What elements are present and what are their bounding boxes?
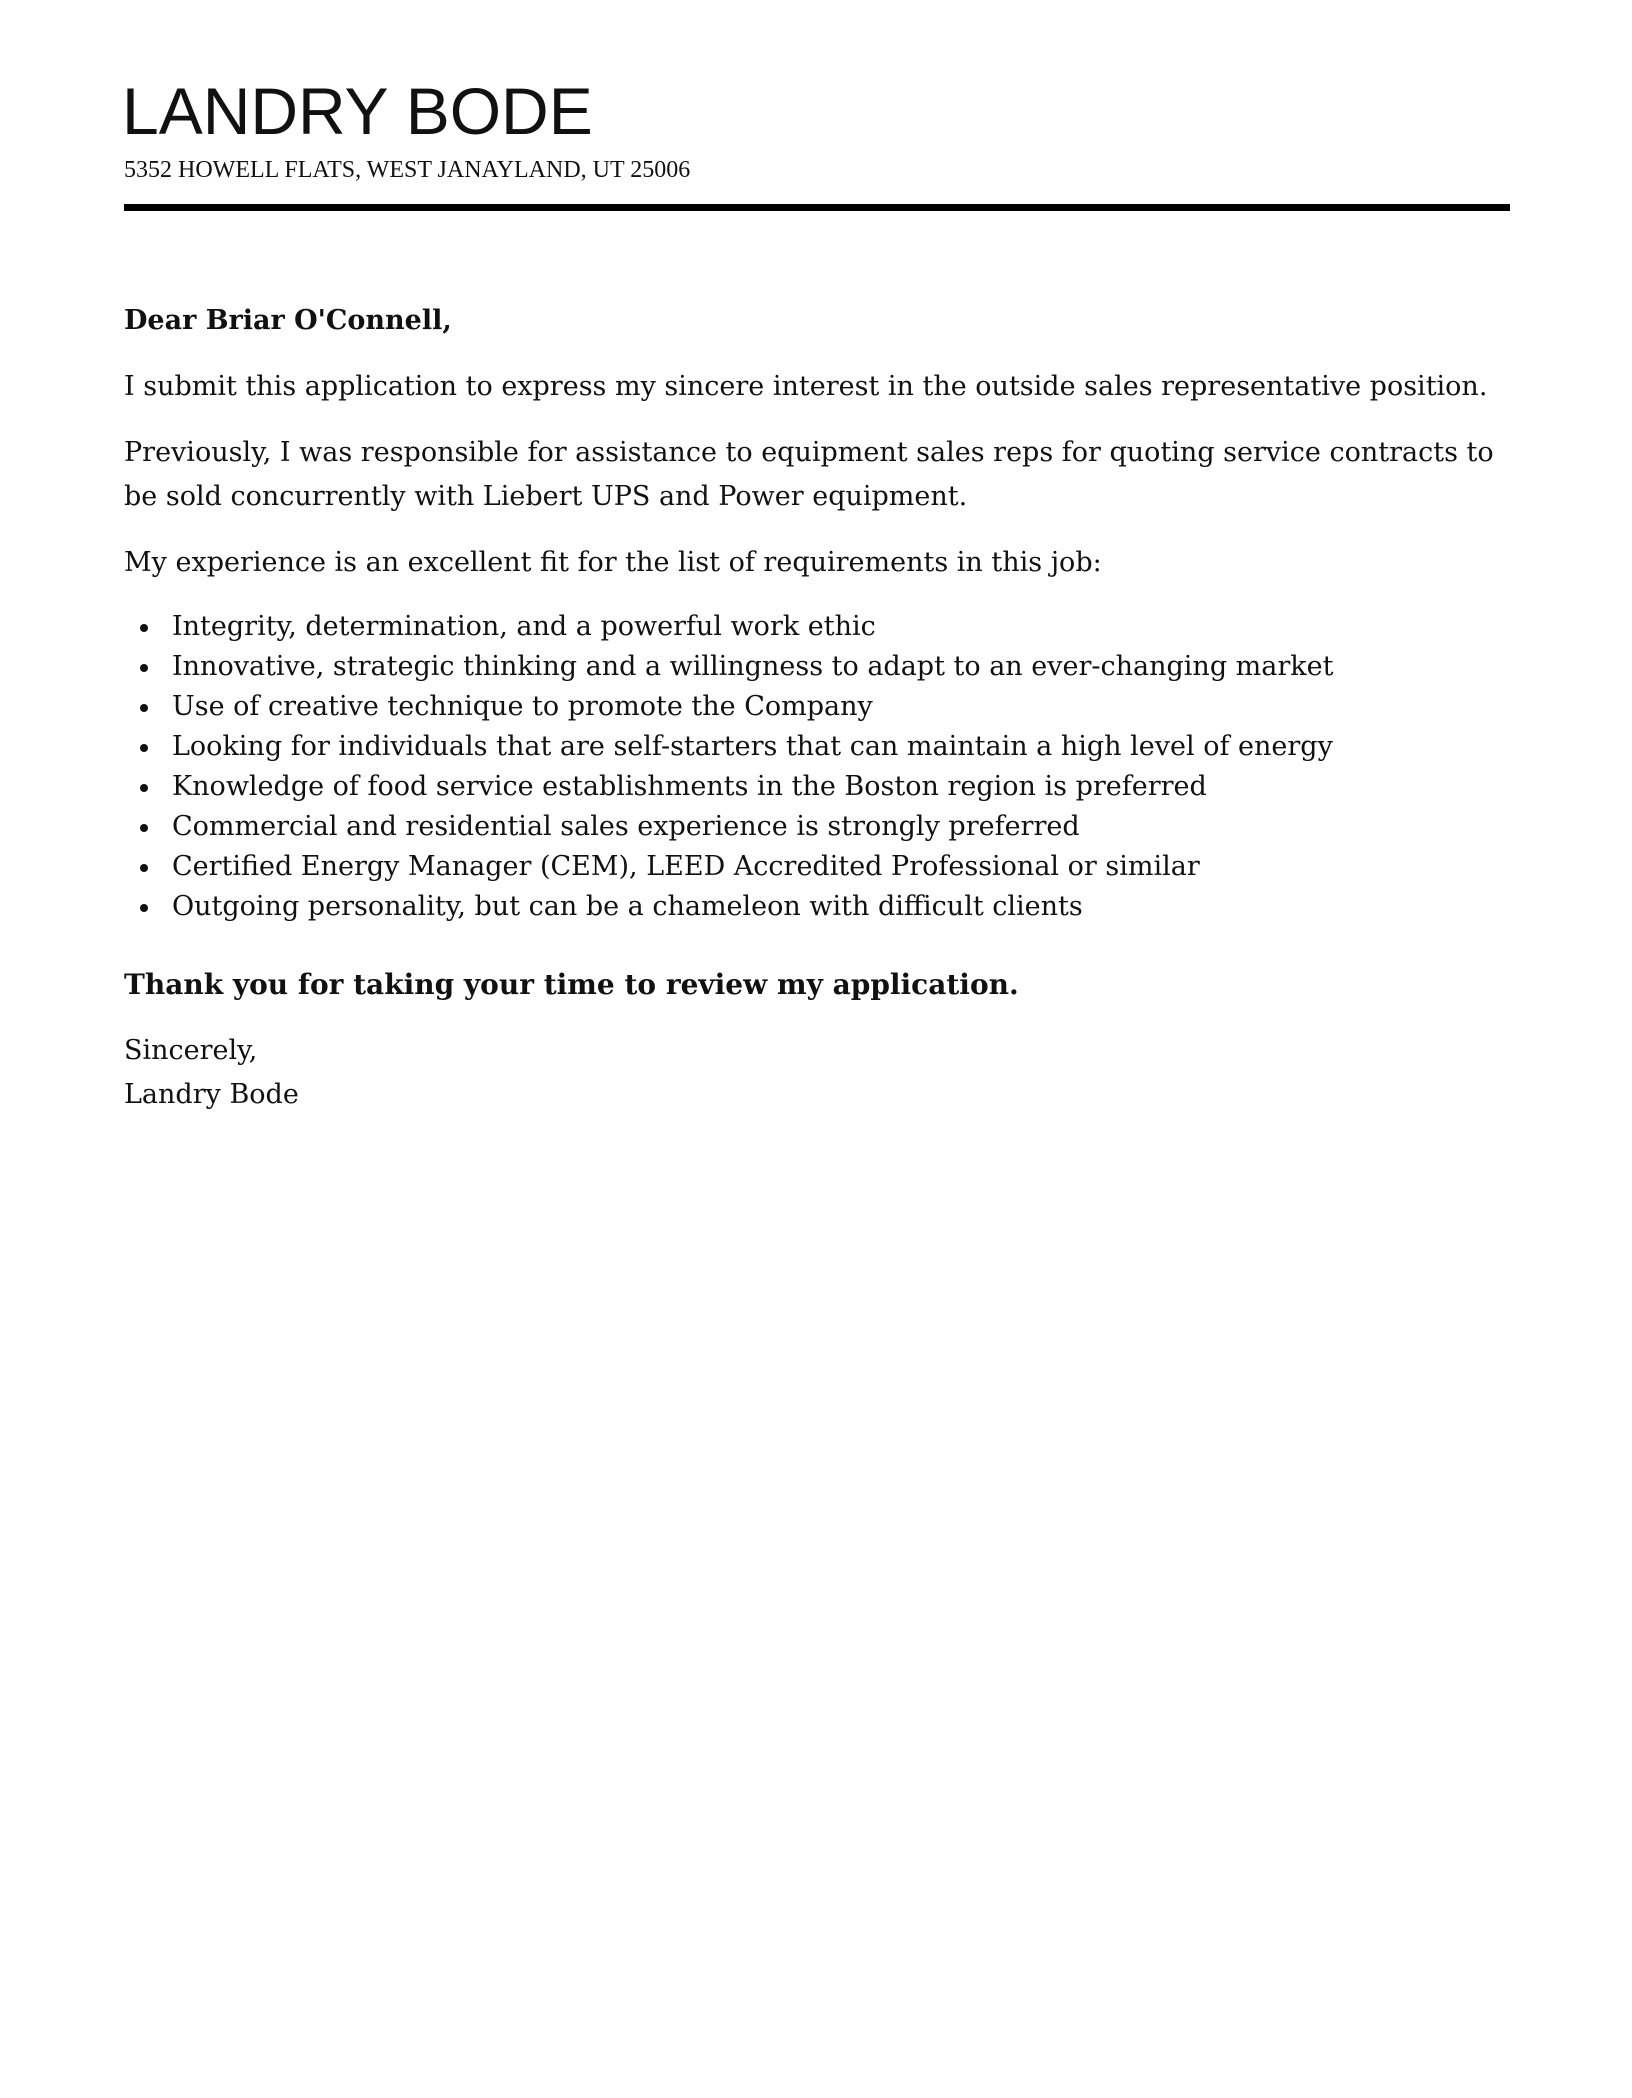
- list-item: [124, 767, 1510, 807]
- signoff: Sincerely,: [124, 1035, 258, 1066]
- bullet-icon: [140, 744, 148, 752]
- header-divider: [124, 204, 1510, 211]
- applicant-name: LANDRY BODE: [122, 74, 593, 148]
- bullet-icon: [140, 904, 148, 912]
- list-item: [124, 687, 1510, 727]
- list-item: [124, 647, 1510, 687]
- letter-body: [124, 299, 1510, 1117]
- signature-name: Landry Bode: [124, 1079, 299, 1110]
- list-item-text: Innovative, strategic thinking and a willingness to adapt to an ever-changing market: [172, 651, 1334, 682]
- list-item-text: Knowledge of food service establishments in the Boston region is preferred: [172, 771, 1207, 802]
- bullet-icon: [140, 784, 148, 792]
- bullet-icon: [140, 664, 148, 672]
- list-item-text: Integrity, determination, and a powerful work ethic: [172, 611, 876, 642]
- list-item-text: Outgoing personality, but can be a chameleon with difficult clients: [172, 891, 1083, 922]
- cover-letter-page: [124, 0, 1510, 1117]
- list-item-text: Certified Energy Manager (CEM), LEED Accredited Professional or similar: [172, 851, 1200, 882]
- bullet-icon: [140, 704, 148, 712]
- requirements-intro-paragraph: My experience is an excellent fit for the list of requirements in this job:: [124, 547, 1102, 578]
- requirements-list: [124, 607, 1510, 927]
- letter-closing: [124, 1029, 1510, 1117]
- list-item: [124, 727, 1510, 767]
- list-item: [124, 887, 1510, 927]
- bullet-icon: [140, 864, 148, 872]
- letter-greeting: Dear Briar O'Connell,: [124, 305, 452, 336]
- list-item: [124, 807, 1510, 847]
- bullet-icon: [140, 824, 148, 832]
- list-item: [124, 607, 1510, 647]
- applicant-address: 5352 HOWELL FLATS, WEST JANAYLAND, UT 25006: [124, 157, 691, 183]
- bullet-icon: [140, 624, 148, 632]
- list-item-text: Use of creative technique to promote the Company: [172, 691, 873, 722]
- intro-paragraph: I submit this application to express my sincere interest in the outside sales representative position.: [124, 371, 1488, 402]
- thanks-line: Thank you for taking your time to review my application.: [124, 968, 1019, 1001]
- experience-paragraph: Previously, I was responsible for assistance to equipment sales reps for quoting service contracts to be sold concurrently with Liebert UPS and Power equipment.: [124, 437, 1494, 512]
- list-item-text: Commercial and residential sales experience is strongly preferred: [172, 811, 1080, 842]
- list-item-text: Looking for individuals that are self-starters that can maintain a high level of energy: [172, 731, 1333, 762]
- list-item: [124, 847, 1510, 887]
